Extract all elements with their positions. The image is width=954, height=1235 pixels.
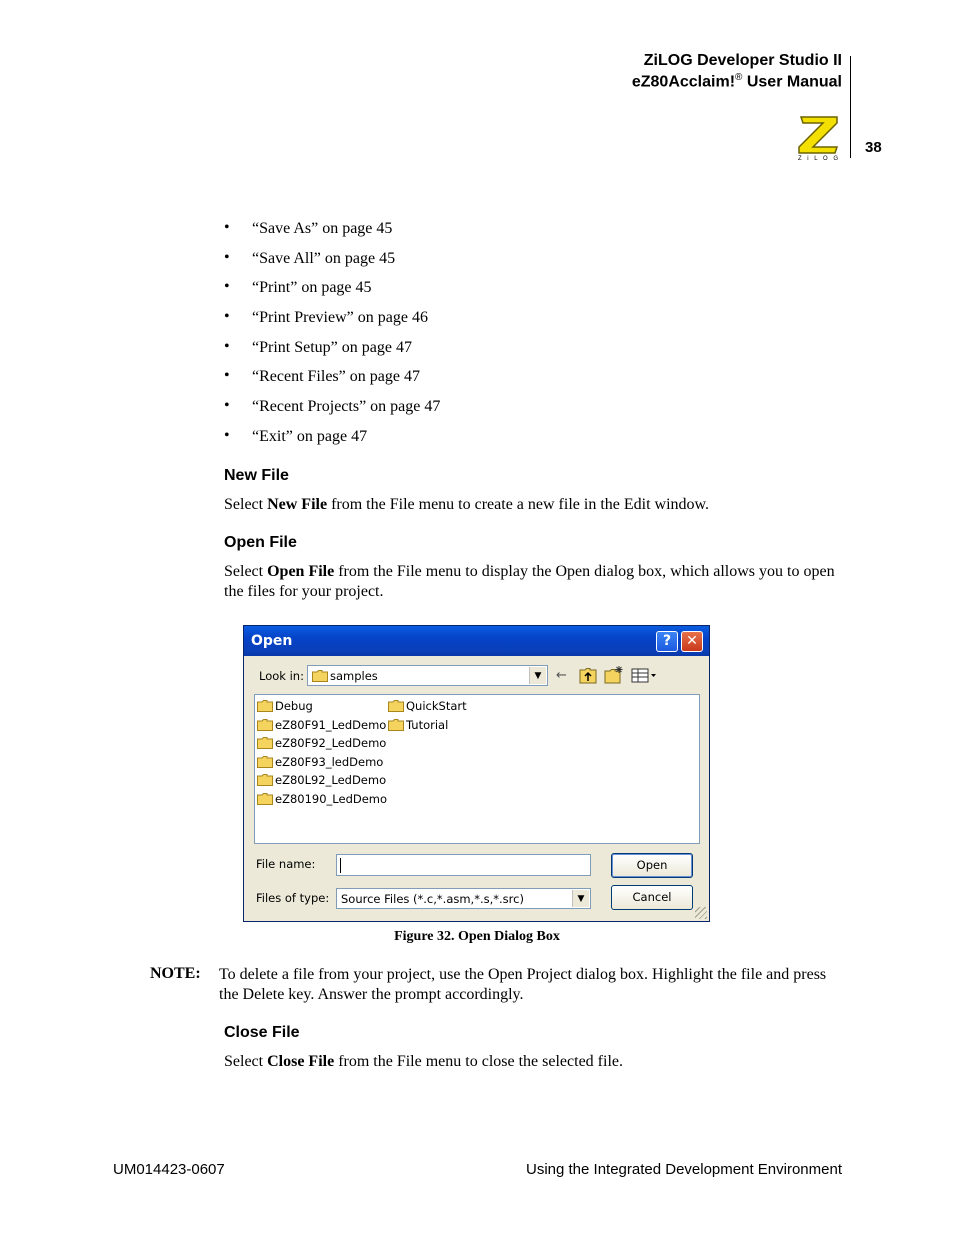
chevron-down-icon[interactable]: ▼ (572, 890, 589, 907)
list-item[interactable] (257, 754, 383, 771)
text: from the File menu to display the Open dialog box, which allows you to open the files for your project. (224, 563, 835, 600)
text: Select (224, 563, 268, 580)
paragraph-open-file (224, 562, 849, 602)
folder-icon (388, 700, 404, 712)
registered-mark: ® (735, 72, 743, 83)
file-name-input[interactable] (336, 854, 591, 876)
back-icon[interactable]: ← (556, 668, 567, 683)
footer-doc-id: UM014423-0607 (113, 1161, 225, 1178)
look-in-value (312, 669, 378, 683)
list-item (224, 396, 440, 426)
list-item[interactable] (257, 735, 386, 752)
resize-grip-icon[interactable] (695, 907, 707, 919)
file-list[interactable] (254, 694, 700, 844)
bold-term: Close File (267, 1053, 335, 1070)
files-of-type-label: Files of type: (256, 891, 330, 905)
folder-name: QuickStart (406, 699, 467, 713)
new-folder-icon[interactable] (604, 666, 624, 684)
files-of-type-value: Source Files (*.c,*.asm,*.s,*.src) (341, 892, 524, 906)
heading-new-file: New File (224, 467, 289, 484)
text: from the File menu to create a new file in the Edit window. (327, 496, 710, 513)
link-save-all[interactable]: “Save All” on page 45 (252, 249, 396, 267)
folder-name: Tutorial (406, 717, 449, 732)
header-subtitle-main: eZ80Acclaim! (631, 73, 736, 91)
list-item (224, 218, 440, 248)
look-in-dropdown[interactable] (307, 665, 548, 686)
file-name-label: File name: (256, 857, 316, 871)
header-subtitle (632, 72, 842, 91)
heading-close-file: Close File (224, 1024, 300, 1041)
list-item[interactable] (388, 717, 448, 734)
dialog-title: Open (251, 633, 293, 649)
look-in-label: Look in: (259, 669, 304, 683)
folder-icon (388, 719, 404, 731)
help-button[interactable]: ? (656, 631, 678, 652)
text: from the File menu to close the selected file. (334, 1053, 623, 1070)
paragraph-close-file (224, 1052, 849, 1072)
folder-icon (257, 793, 273, 805)
files-of-type-dropdown[interactable] (336, 888, 591, 909)
text-caret (340, 858, 341, 873)
bullet: • (224, 367, 230, 385)
folder-name: eZ80F91_LedDemo (275, 717, 387, 732)
list-item[interactable] (257, 717, 386, 734)
bold-term: New File (267, 496, 328, 513)
note-label: NOTE: (150, 965, 201, 982)
folder-icon (257, 756, 273, 768)
zilog-logo (795, 113, 843, 161)
folder-icon (257, 719, 273, 731)
list-item (224, 366, 440, 396)
bullet: • (224, 308, 230, 326)
folder-name: eZ80L92_LedDemo (275, 773, 387, 787)
folder-icon (257, 700, 273, 712)
cancel-button[interactable]: Cancel (611, 885, 693, 910)
header-rule (850, 56, 851, 158)
note-text: To delete a file from your project, use the Open Project dialog box. Highlight the file and press the Delete key. Answer the prompt accordingly. (219, 966, 827, 1003)
bullet: • (224, 278, 230, 296)
up-folder-icon[interactable] (579, 667, 597, 684)
list-item[interactable] (257, 698, 313, 715)
link-exit[interactable]: “Exit” on page 47 (252, 427, 368, 445)
list-item (224, 248, 440, 278)
bullet: • (224, 248, 230, 266)
open-dialog (243, 625, 710, 922)
bullet: • (224, 426, 230, 444)
svg-text:Z i L O G: Z i L O G (797, 156, 841, 161)
cross-reference-list (224, 218, 440, 456)
bullet: • (224, 219, 230, 236)
list-item (224, 277, 440, 307)
text: Select (224, 1053, 268, 1070)
open-button[interactable]: Open (611, 853, 693, 878)
folder-icon (257, 737, 273, 749)
folder-icon (312, 670, 328, 682)
heading-open-file: Open File (224, 534, 297, 551)
paragraph-new-file (224, 495, 849, 515)
link-save-as[interactable]: “Save As” on page 45 (252, 220, 393, 237)
list-item (224, 307, 440, 337)
link-recent-projects[interactable]: “Recent Projects” on page 47 (252, 398, 441, 416)
dialog-titlebar (244, 626, 709, 656)
view-menu-icon[interactable] (631, 667, 657, 684)
figure-caption (0, 929, 954, 945)
list-item[interactable] (388, 698, 467, 715)
page-number: 38 (865, 139, 882, 156)
bold-term: Open File (267, 563, 335, 580)
link-print[interactable]: “Print” on page 45 (252, 279, 372, 297)
footer-chapter: Using the Integrated Development Environment (525, 1161, 842, 1178)
close-button[interactable]: ✕ (681, 631, 703, 652)
bullet: • (224, 397, 230, 415)
bullet: • (224, 337, 230, 355)
chevron-down-icon[interactable]: ▼ (529, 667, 546, 684)
link-print-setup[interactable]: “Print Setup” on page 47 (252, 338, 412, 356)
folder-icon (257, 774, 273, 786)
link-recent-files[interactable]: “Recent Files” on page 47 (252, 368, 420, 386)
list-item[interactable] (257, 772, 386, 789)
folder-name: eZ80190_LedDemo (275, 791, 388, 806)
caption-text: Figure 32. Open Dialog Box (394, 929, 560, 944)
list-item (224, 337, 440, 367)
folder-name: eZ80F92_LedDemo (275, 736, 387, 750)
list-item (224, 426, 440, 456)
text: Select (224, 496, 268, 513)
look-in-text: samples (330, 669, 378, 683)
folder-name: Debug (275, 699, 313, 713)
link-print-preview[interactable]: “Print Preview” on page 46 (252, 309, 428, 327)
folder-name: eZ80F93_ledDemo (275, 754, 384, 769)
header-subtitle-rest: User Manual (742, 73, 842, 91)
header-title: ZiLOG Developer Studio II (643, 52, 842, 69)
list-item[interactable] (257, 791, 387, 808)
